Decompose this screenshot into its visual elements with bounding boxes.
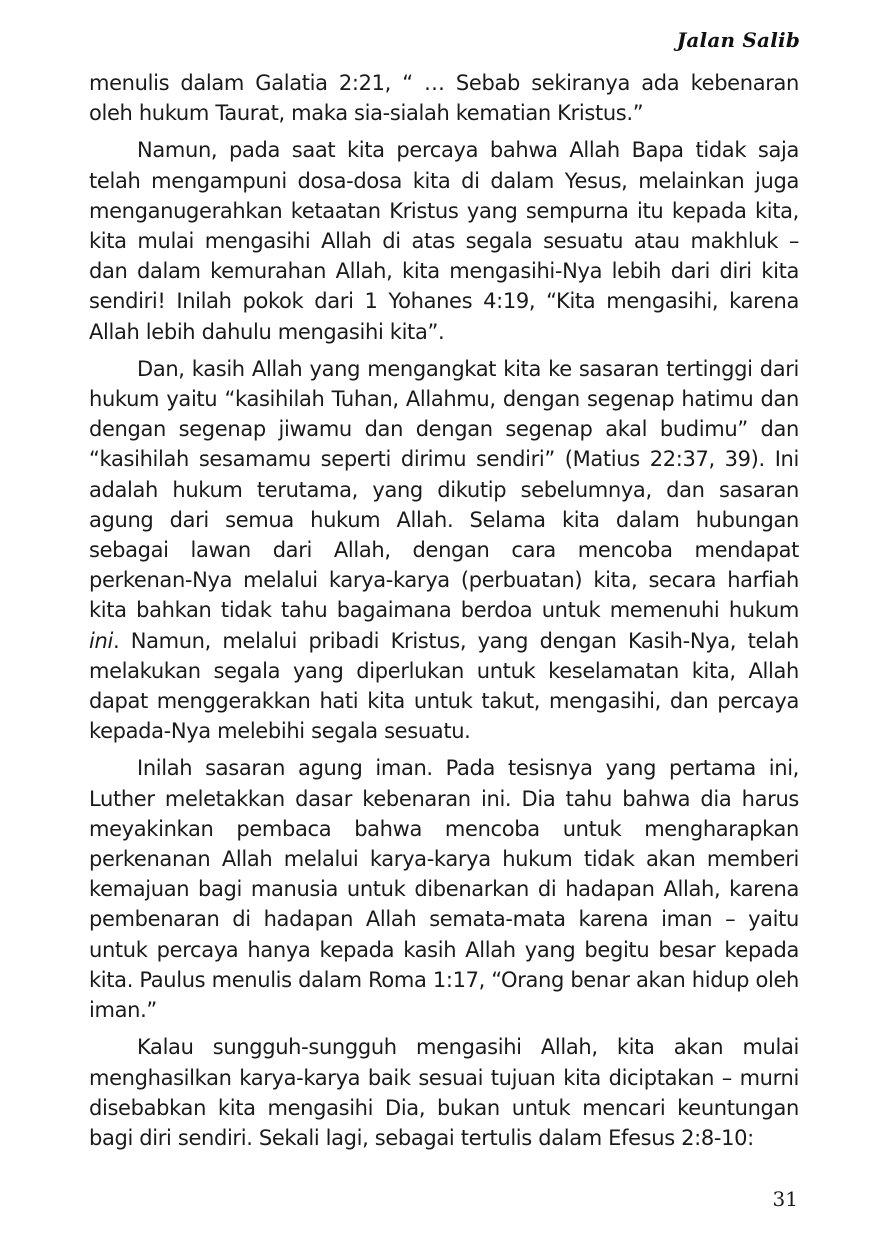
paragraph-4: Inilah sasaran agung iman. Pada tesisnya yang pertama ini, Luther meletakkan dasar kebenaran ini. Dia tahu bahwa dia harus meyakinkan pembaca bahwa mencoba untuk mengharapkan perkenanan Allah melalui karya-karya hukum tidak akan memberi kemajuan bagi manusia untuk dibenarkan di hadapan Allah, karena pembenaran di hadapan Allah semata-mata karena iman – yaitu untuk percaya hanya kepada kasih Allah yang begitu besar kepada kita. Paulus menulis dalam Roma 1:17, “Orang benar akan hidup oleh iman.” (89, 756, 799, 1023)
running-head-title: Jalan Salib (676, 28, 800, 52)
paragraph-2: Namun, pada saat kita percaya bahwa Allah Bapa tidak saja telah mengampuni dosa-dosa kita di dalam Yesus, melainkan juga menganugerahkan ketaatan Kristus yang sempurna itu kepada kita, kita mulai mengasihi Allah di atas segala sesuatu atau makhluk – dan dalam kemurahan Allah, kita mengasihi-Nya lebih dari diri kita sendiri! Inilah pokok dari 1 Yohanes 4:19, “Kita mengasihi, karena Allah lebih dahulu mengasihi kita”. (89, 138, 799, 344)
paragraph-3 (89, 354, 799, 747)
body-text (89, 68, 799, 1160)
page-number: 31 (772, 1187, 798, 1211)
paragraph-5: Kalau sungguh-sungguh mengasihi Allah, kita akan mulai menghasilkan karya-karya baik sesuai tujuan kita diciptakan – murni disebabkan kita mengasihi Dia, bukan untuk mencari keuntungan bagi diri sendiri. Sekali lagi, sebagai tertulis dalam Efesus 2:8-10: (89, 1035, 799, 1150)
paragraph-3-italic-word: ini (89, 628, 113, 653)
paragraph-1: menulis dalam Galatia 2:21, “ … Sebab sekiranya ada kebenaran oleh hukum Taurat, maka sia-sialah kematian Kristus.” (89, 71, 799, 126)
paragraph-3-text-before: Dan, kasih Allah yang mengangkat kita ke sasaran tertinggi dari hukum yaitu “kasihilah Tuhan, Allahmu, dengan segenap hatimu dan dengan segenap jiwamu dan dengan segenap akal budimu” dan “kasihilah sesamamu seperti dirimu sendiri” (Matius 22:37, 39). Ini adalah hukum terutama, yang dikutip sebelumnya, dan sasaran agung dari semua hukum Allah. Selama kita dalam hubungan sebagai lawan dari Allah, dengan cara mencoba mendapat perkenan-Nya melalui karya-karya (perbuatan) kita, secara harfiah kita bahkan tidak tahu bagaimana berdoa untuk memenuhi hukum (89, 356, 799, 623)
paragraph-3-text-after: . Namun, melalui pribadi Kristus, yang dengan Kasih-Nya, telah melakukan segala yang diperlukan untuk keselamatan kita, Allah dapat menggerakkan hati kita untuk takut, mengasihi, dan percaya kepada-Nya melebihi segala sesuatu. (89, 628, 799, 744)
